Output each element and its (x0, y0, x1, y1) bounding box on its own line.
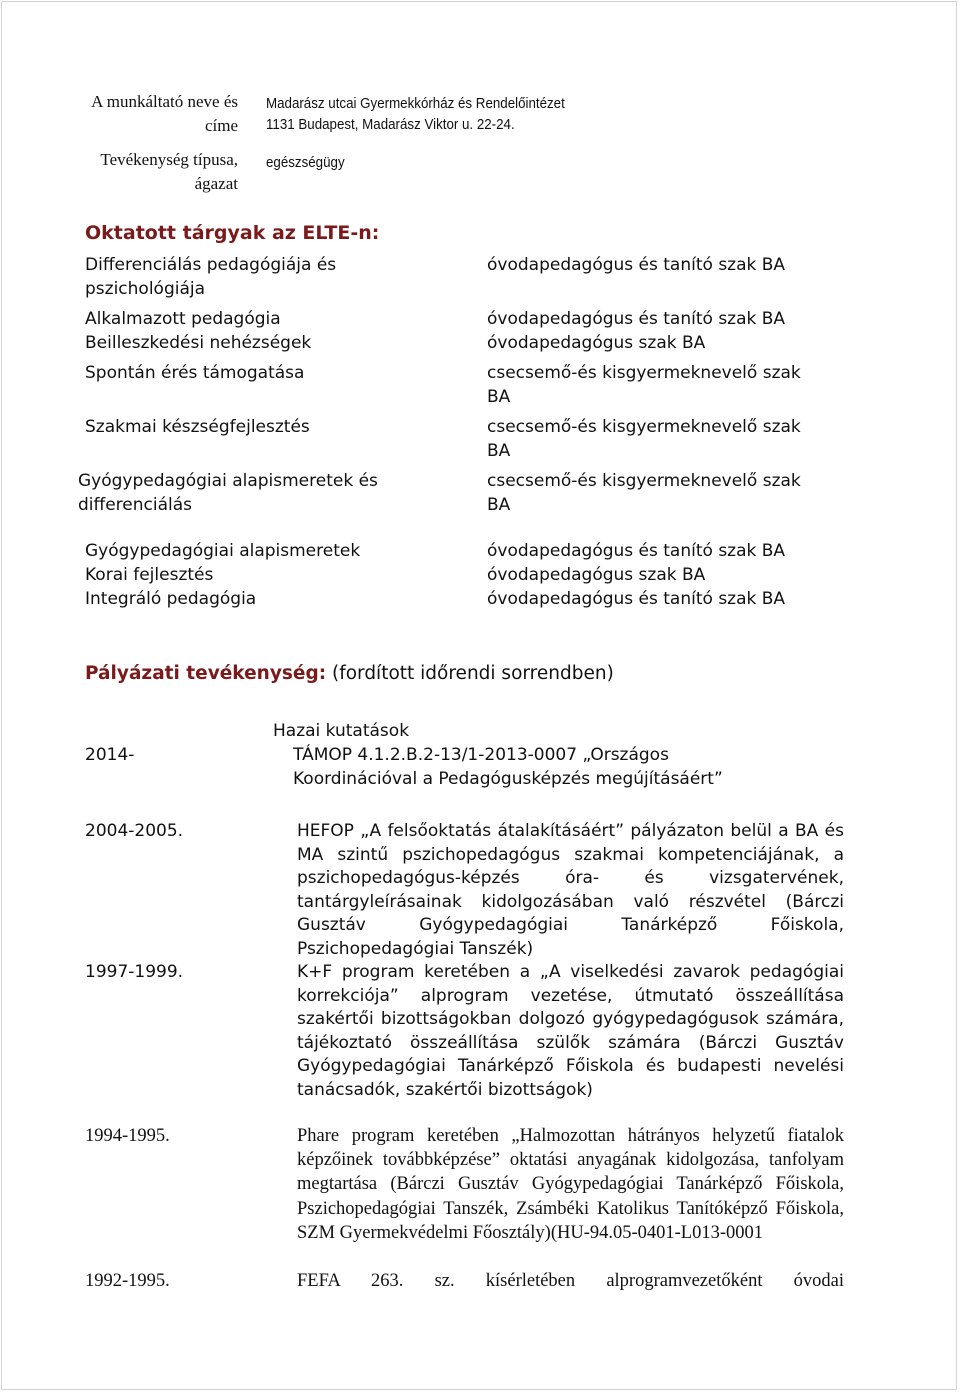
grant-line: TÁMOP 4.1.2.B.2-13/1-2013-0007 „Országos (293, 745, 669, 765)
grant-description: K+F program keretében a „A viselkedési zavarok pedagógiai korrekciója” alprogram vezetése, útmutató összeállítása szakértői bizottságokban dolgozó gyógypedagógusok számára, tájékoztató összeállítása szülők számára (Bárczi Gusztáv Gyógypedagógiai Tanárképző Főiskola és budapesti nevelési tanácsadók, szakértői bizottságok) (297, 962, 844, 1100)
grants-heading (85, 662, 614, 686)
activity-type-label (68, 148, 238, 196)
grant-years: 2014- (85, 745, 135, 765)
program-line: óvodapedagógus szak BA (487, 565, 706, 585)
employer-name: Madarász utcai Gyermekkórház és Rendelőintézet (266, 96, 565, 112)
program-line: óvodapedagógus és tanító szak BA (487, 589, 786, 609)
label-line: Tevékenység típusa, (100, 150, 238, 169)
grant-years: 1997-1999. (85, 962, 184, 982)
grant-description: FEFA 263. sz. kísérletében alprogramvezetőként óvodai (297, 1271, 844, 1291)
grant-years: 1994-1995. (85, 1126, 170, 1146)
grants-subtitle: (fordított időrendi sorrendben) (331, 663, 614, 684)
activity-type-value: egészségügy (266, 155, 345, 171)
grant-years: 1992-1995. (85, 1271, 170, 1291)
program-line: óvodapedagógus és tanító szak BA (487, 309, 786, 329)
grant-description: Phare program keretében „Halmozottan hátrányos helyzetű fiatalok képzőinek továbbképzése” oktatási anyagának kidolgozása, tanfolyam megtartása (Bárczi Gusztáv Gyógypedagógiai Tanárképző Főiskola, Pszichopedagógiai Tanszék, Zsámbéki Katolikus Tanítóképző Főiskola, SZM Gyermekvédelmi Főosztály)(HU-94.05-0401-L013-0001 (297, 1126, 844, 1243)
grants-title: Pályázati tevékenység: (85, 663, 327, 684)
subject-line: pszichológiája (85, 279, 206, 299)
label-line: ágazat (194, 174, 238, 193)
program-line: BA (487, 387, 511, 407)
program-line: óvodapedagógus és tanító szak BA (487, 541, 786, 561)
employer-name-value (266, 94, 565, 136)
subject-line: Differenciálás pedagógiája és (85, 255, 337, 275)
grant-description (293, 744, 723, 791)
program-line: óvodapedagógus szak BA (487, 333, 706, 353)
employer-name-label (68, 90, 238, 138)
employer-address: 1131 Budapest, Madarász Viktor u. 22-24. (266, 117, 515, 133)
grant-description: HEFOP „A felsőoktatás átalakításáért” pályázaton belül a BA és MA szintű pszichopedagógus szakmai kompetenciájának, a pszichopedagógus-képzés óra- és vizsgatervének, tantárgyleírásainak kidolgozásában való részvétel (Bárczi Gusztáv Gyógypedagógiai Tanárképző Főiskola, Pszichopedagógiai Tanszék) (297, 821, 844, 959)
label-line: A munkáltató neve és (91, 92, 238, 111)
program-line: csecsemő-és kisgyermeknevelő szak (487, 417, 801, 437)
program-line: óvodapedagógus és tanító szak BA (487, 255, 786, 275)
subject-line: Alkalmazott pedagógia (85, 309, 281, 329)
grant-years: 2004-2005. (85, 821, 184, 841)
courses-title: Oktatott tárgyak az ELTE-n: (85, 222, 380, 244)
program-line: csecsemő-és kisgyermeknevelő szak (487, 471, 801, 491)
grant-line: Koordinációval a Pedagógusképzés megújításáért” (293, 768, 723, 789)
program-line: BA (487, 495, 511, 515)
subject-line: Gyógypedagógiai alapismeretek és (78, 471, 378, 491)
subject-line: Spontán érés támogatása (85, 363, 305, 383)
label-line: címe (204, 116, 238, 135)
program-line: csecsemő-és kisgyermeknevelő szak (487, 363, 801, 383)
subject-line: Integráló pedagógia (85, 589, 257, 609)
subject-line: differenciálás (78, 495, 193, 515)
subject-line: Korai fejlesztés (85, 565, 214, 585)
subject-line: Beilleszkedési nehézségek (85, 333, 312, 353)
subject-line: Gyógypedagógiai alapismeretek (85, 541, 361, 561)
program-line: BA (487, 441, 511, 461)
subject-line: Szakmai készségfejlesztés (85, 417, 310, 437)
domestic-research-heading: Hazai kutatások (273, 721, 410, 741)
